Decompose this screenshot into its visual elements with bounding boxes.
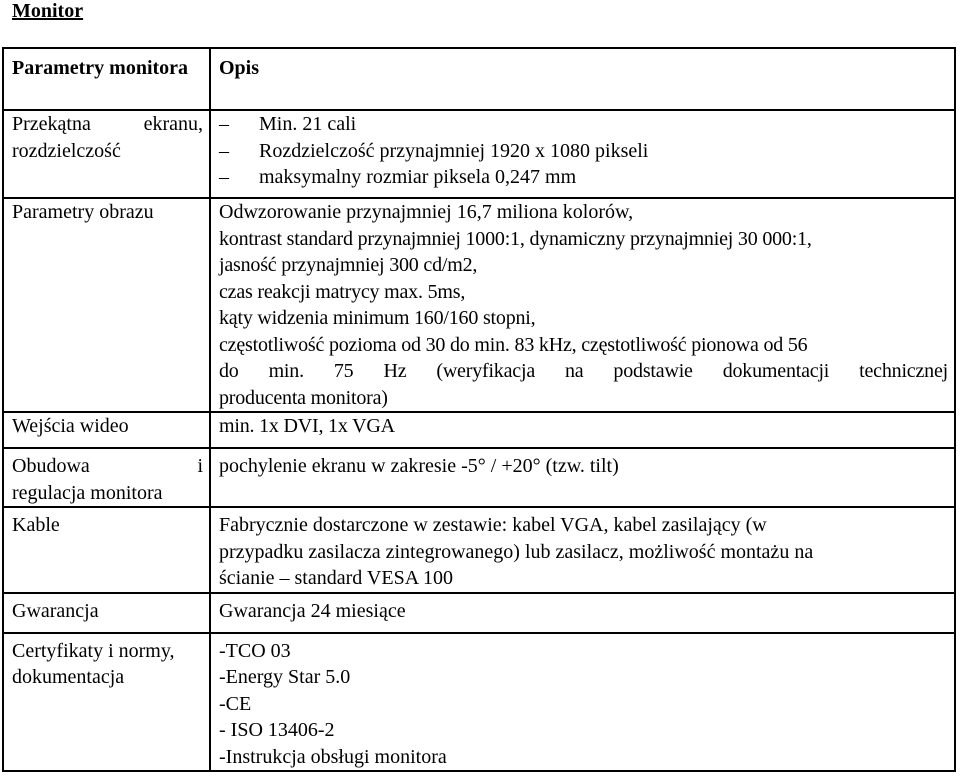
table-row-housing — [3, 448, 955, 507]
value-housing: pochylenie ekranu w zakresie -5° / +20° (tzw. tilt) — [210, 448, 955, 507]
table-row-certs — [3, 633, 955, 772]
label-image: Parametry obrazu — [3, 198, 210, 412]
label-housing-line2: regulacja monitora — [12, 481, 163, 504]
image-line-6: częstotliwość pozioma od 30 do min. 83 kHz, częstotliwość pionowa od 56 — [219, 333, 808, 356]
dash-bullet — [219, 111, 259, 138]
table-header-row — [3, 48, 955, 110]
label-screen-line2: rozdzielczość — [12, 139, 121, 162]
label-housing — [3, 448, 210, 507]
page-title: Monitor — [12, 0, 84, 22]
label-housing-word2: i — [197, 455, 203, 477]
image-line-2: kontrast standard przynajmniej 1000:1, dynamiczny przynajmniej 30 000:1, — [219, 227, 812, 250]
value-cables — [210, 507, 955, 593]
label-certs-line2: dokumentacja — [12, 666, 125, 688]
label-certs-line1: Certyfikaty i normy, — [12, 639, 175, 662]
label-housing-line1 — [12, 453, 203, 480]
screen-size: Min. 21 cali — [259, 113, 357, 135]
value-video: min. 1x DVI, 1x VGA — [210, 412, 955, 448]
label-cables: Kable — [3, 507, 210, 593]
label-screen — [3, 110, 210, 198]
dash-bullet — [219, 138, 259, 165]
value-certs — [210, 633, 955, 772]
table-row-cables — [3, 507, 955, 593]
image-line-8: producenta monitora) — [219, 386, 388, 409]
list-item — [219, 138, 948, 165]
spec-table — [2, 47, 956, 772]
label-certs — [3, 633, 210, 772]
image-line-5: kąty widzenia minimum 160/160 stopni, — [219, 307, 536, 329]
cables-line-3: ścianie – standard VESA 100 — [219, 567, 454, 589]
list-item: -Energy Star 5.0 — [219, 666, 351, 688]
screen-pixel-size: maksymalny rozmiar piksela 0,247 mm — [259, 166, 577, 188]
label-screen-line1: Przekątna ekranu, — [12, 113, 203, 135]
table-row-image — [3, 198, 955, 412]
list-item: -TCO 03 — [219, 639, 291, 662]
image-line-4: czas reakcji matrycy max. 5ms, — [219, 280, 466, 303]
dash-bullet — [219, 164, 259, 191]
list-item — [219, 111, 948, 138]
cables-line-2: przypadku zasilacza zintegrowanego) lub zasilacz, możliwość montażu na — [219, 540, 814, 563]
label-housing-word1: Obudowa — [12, 455, 90, 477]
header-parameters: Parametry monitora — [3, 48, 210, 110]
image-line-3: jasność przynajmniej 300 cd/m2, — [219, 254, 478, 276]
image-line-7: do min. 75 Hz (weryfikacja na podstawie dokumentacji technicznej — [219, 360, 948, 382]
list-item: -CE — [219, 692, 252, 715]
list-item: -Instrukcja obsługi monitora — [219, 745, 447, 768]
header-description: Opis — [210, 48, 955, 110]
value-warranty: Gwarancja 24 miesiące — [210, 593, 955, 633]
table-row-warranty — [3, 593, 955, 633]
label-video: Wejścia wideo — [3, 412, 210, 448]
list-item: - ISO 13406-2 — [219, 719, 335, 741]
list-item — [219, 164, 948, 191]
screen-resolution: Rozdzielczość przynajmniej 1920 x 1080 pikseli — [259, 139, 649, 162]
table-row-screen — [3, 110, 955, 198]
screen-dash-list — [219, 111, 948, 191]
value-screen — [210, 110, 955, 198]
table-row-video — [3, 412, 955, 448]
image-line-1: Odwzorowanie przynajmniej 16,7 miliona kolorów, — [219, 201, 634, 223]
value-image — [210, 198, 955, 412]
label-warranty: Gwarancja — [3, 593, 210, 633]
cables-line-1: Fabrycznie dostarczone w zestawie: kabel VGA, kabel zasilający (w — [219, 514, 767, 536]
